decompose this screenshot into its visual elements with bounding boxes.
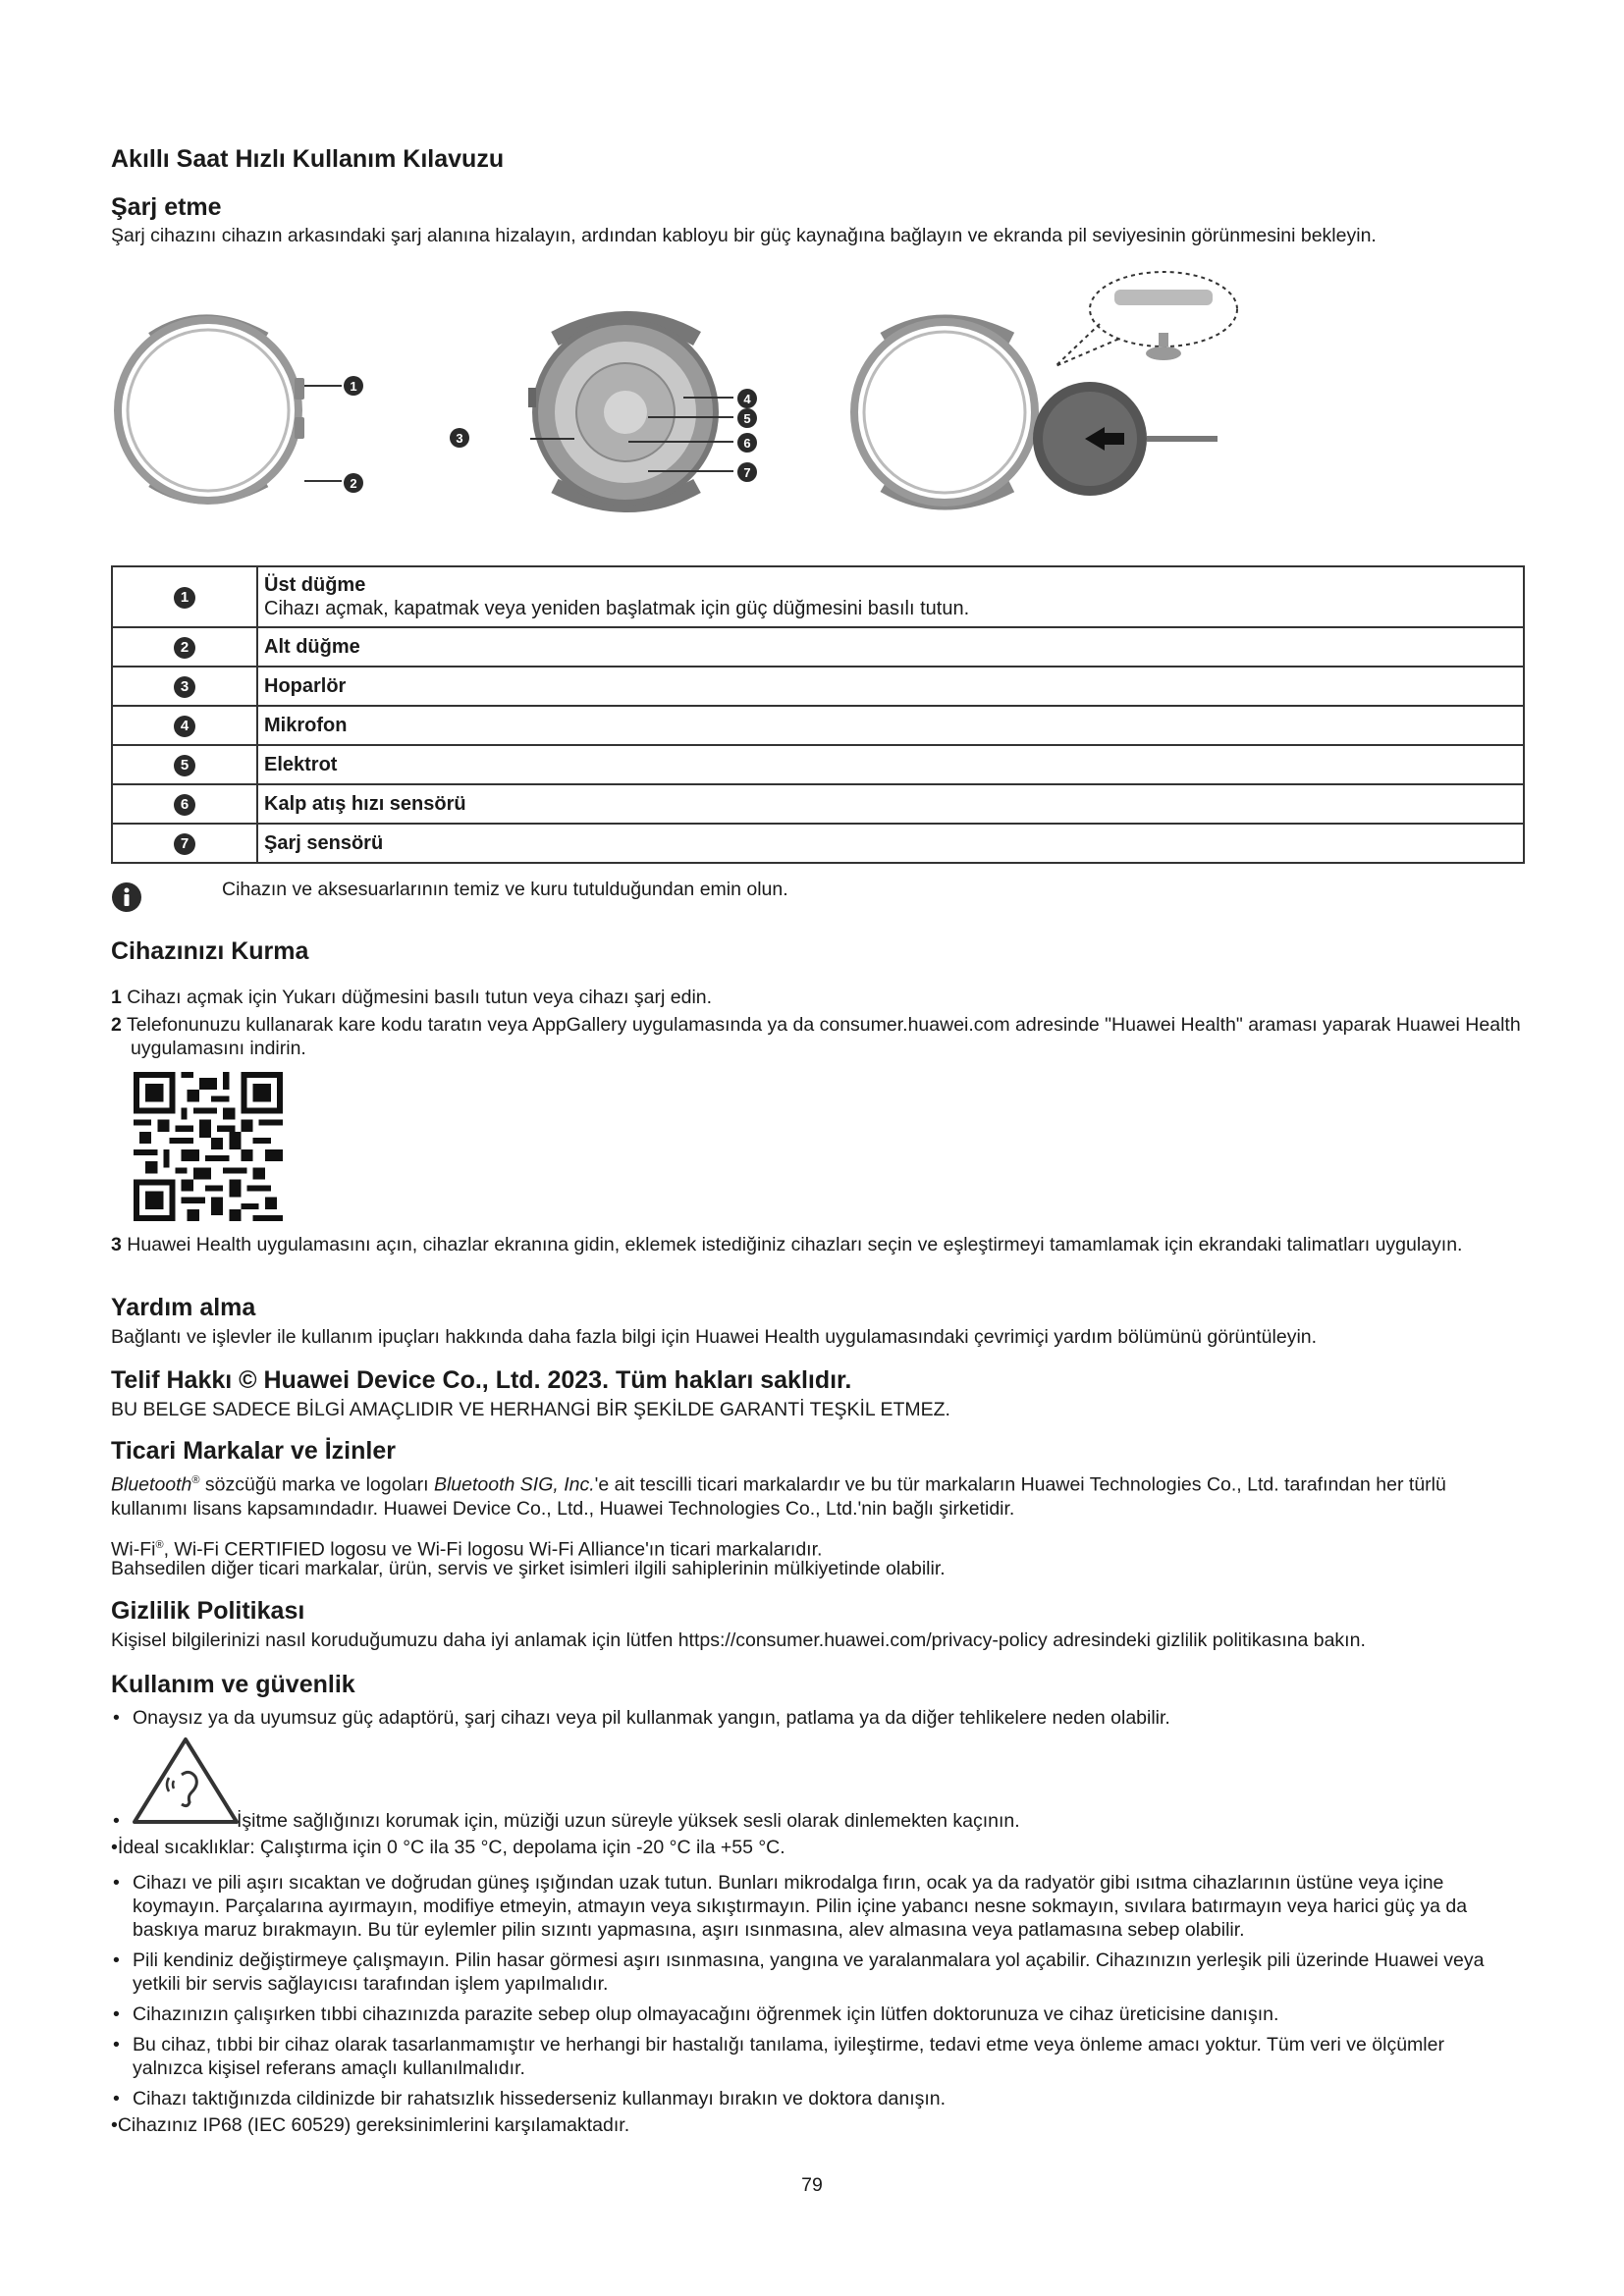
list-item: • Cihazınızın çalışırken tıbbi cihazınızda parazite sebep olup olmayacağını öğrenmek için lütfen doktorunuza ve cihaz üreticisine danışın.: [111, 2002, 1515, 2026]
svg-text:5: 5: [743, 411, 751, 426]
trademarks-other: Bahsedilen diğer ticari markalar, ürün, servis ve şirket isimleri ilgili sahiplerinin mülkiyetinde olabilir.: [111, 1558, 946, 1579]
svg-text:7: 7: [743, 465, 751, 480]
safety-heading: Kullanım ve güvenlik: [111, 1671, 355, 1698]
setup-step-2: [111, 1013, 1544, 1060]
callout-number: 1: [174, 587, 195, 609]
callout-number: 3: [174, 676, 195, 698]
hearing-warning-icon: [131, 1735, 241, 1826]
svg-text:1: 1: [350, 379, 357, 394]
temperature-text: •İdeal sıcaklıklar: Çalıştırma için 0 °C ila 35 °C, depolama için -20 °C ila +55 °C.: [111, 1837, 785, 1858]
step-number: 3: [111, 1234, 122, 1255]
info-icon: [111, 881, 142, 913]
part-name: Mikrofon: [257, 706, 1524, 745]
charging-text: Şarj cihazını cihazın arkasındaki şarj alanına hizalayın, ardından kabloyu bir güç kaynağına bağlayın ve ekranda pil seviyesinin görünmesini bekleyin.: [111, 225, 1377, 246]
hearing-text: İşitme sağlığınızı korumak için, müziği uzun süreyle yüksek sesli olarak dinlemekten kaçının.: [237, 1810, 1020, 1832]
setup-heading: Cihazınızı Kurma: [111, 937, 309, 965]
svg-text:4: 4: [743, 392, 751, 406]
setup-step-3: [111, 1233, 1544, 1256]
trademarks-bluetooth: Bluetooth® sözcüğü marka ve logoları Bluetooth SIG, Inc.'e ait tescilli ticari markalardır ve bu tür markaların Huawei Technologies Co., Ltd. tarafından her türlü kullanımı lisans kapsamındadır. Huawei Device Co., Ltd., Huawei Technologies Co., Ltd.'nin bağlı şirketidir.: [111, 1473, 1446, 1520]
parts-table: [111, 565, 1525, 864]
step-number: 1: [111, 987, 122, 1008]
svg-text:2: 2: [350, 476, 357, 491]
part-name: Şarj sensörü: [257, 824, 1524, 863]
safety-bullet-list: [111, 1871, 1515, 2137]
callout-number: 6: [174, 794, 195, 816]
table-row: [112, 784, 1524, 824]
copyright-heading: Telif Hakkı © Huawei Device Co., Ltd. 2023. Tüm hakları saklıdır.: [111, 1366, 852, 1394]
charging-heading: Şarj etme: [111, 193, 222, 221]
info-note: Cihazın ve aksesuarlarının temiz ve kuru tutulduğundan emin olun.: [222, 879, 788, 900]
step-text: Telefonunuzu kullanarak kare kodu taratın veya AppGallery uygulamasında ya da consumer.huawei.com adresinde "Huawei Health" araması yaparak Huawei Health uygulamasını indirin.: [126, 1014, 1521, 1059]
callout-6-marker: [737, 433, 757, 453]
callout-number: 7: [174, 833, 195, 855]
list-item: • Pili kendiniz değiştirmeye çalışmayın. Pilin hasar görmesi aşırı ısınmasına, yangına ve yaralanmalara yol açabilir. Cihazınızın yerleşik pili üzerinde Huawei veya yetkili bir servis sağlayıcısı tarafından işlem yapılmalıdır.: [111, 1949, 1515, 1996]
svg-text:3: 3: [456, 431, 463, 446]
watch-charging-illustration: [854, 272, 1237, 504]
table-row: [112, 667, 1524, 706]
part-description: Cihazı açmak, kapatmak veya yeniden başlatmak için güç düğmesini basılı tutun.: [264, 598, 970, 619]
callout-number: 2: [174, 637, 195, 659]
copyright-text: BU BELGE SADECE BİLGİ AMAÇLIDIR VE HERHANGİ BİR ŞEKİLDE GARANTİ TEŞKİL ETMEZ.: [111, 1399, 950, 1420]
part-name: Elektrot: [257, 745, 1524, 784]
setup-step-1: [111, 986, 1544, 1009]
callout-5-marker: [737, 408, 757, 428]
bullet-marker: •: [113, 1810, 120, 1832]
part-name: Hoparlör: [257, 667, 1524, 706]
callout-1-marker: [344, 376, 363, 396]
watch-illustrations: [98, 250, 1257, 555]
help-text: Bağlantı ve işlevler ile kullanım ipuçları hakkında daha fazla bilgi için Huawei Health uygulamasındaki çevrimiçi yardım bölümünü görüntüleyin.: [111, 1326, 1318, 1348]
step-number: 2: [111, 1014, 122, 1036]
qr-code: [134, 1072, 283, 1221]
callout-2-marker: [344, 473, 363, 493]
page-number: 79: [801, 2174, 823, 2196]
privacy-heading: Gizlilik Politikası: [111, 1597, 305, 1625]
callout-3-marker: [450, 428, 469, 448]
help-heading: Yardım alma: [111, 1294, 256, 1321]
list-item: • Bu cihaz, tıbbi bir cihaz olarak tasarlanmamıştır ve herhangi bir hastalığı tanılama, iyileştirme, tedavi etme veya önleme amacı yoktur. Tüm veri ve ölçümler yalnızca kişisel referans amaçlı kullanılmalıdır.: [111, 2033, 1515, 2080]
step-text: Cihazı açmak için Yukarı düğmesini basılı tutun veya cihazı şarj edin.: [127, 987, 713, 1008]
watch-front-illustration: [118, 320, 342, 501]
ip-rating-text: •Cihazınız IP68 (IEC 60529) gereksinimlerini karşılamaktadır.: [111, 2114, 630, 2136]
doc-title: Akıllı Saat Hızlı Kullanım Kılavuzu: [111, 145, 505, 173]
callout-number: 4: [174, 716, 195, 737]
part-name-cell: [257, 566, 1524, 627]
part-name: Kalp atış hızı sensörü: [257, 784, 1524, 824]
watch-back-illustration: [528, 319, 733, 505]
step-text: Huawei Health uygulamasını açın, cihazlar ekranına gidin, eklemek istediğiniz cihazları seçin ve eşleştirmeyi tamamlamak için ekrandaki talimatları uygulayın.: [127, 1234, 1463, 1255]
callout-7-marker: [737, 462, 757, 482]
safety-bullet: • Onaysız ya da uyumsuz güç adaptörü, şarj cihazı veya pil kullanmak yangın, patlama ya da diğer tehlikelere neden olabilir.: [111, 1706, 1527, 1730]
table-row: [112, 566, 1524, 627]
list-item: • Cihazı taktığınızda cildinizde bir rahatsızlık hissederseniz kullanmayı bırakın ve doktora danışın.: [111, 2087, 1515, 2110]
table-row: [112, 627, 1524, 667]
svg-text:6: 6: [743, 436, 751, 451]
part-name: Alt düğme: [257, 627, 1524, 667]
part-name: Üst düğme: [264, 574, 366, 596]
table-row: [112, 745, 1524, 784]
callout-number: 5: [174, 755, 195, 776]
table-row: [112, 706, 1524, 745]
table-row: [112, 824, 1524, 863]
callout-4-marker: [737, 389, 757, 408]
part-number-cell: [112, 566, 257, 627]
privacy-text: Kişisel bilgilerinizi nasıl koruduğumuzu daha iyi anlamak için lütfen https://consumer.huawei.com/privacy-policy adresindeki gizlilik politikasına bakın.: [111, 1629, 1366, 1651]
trademarks-heading: Ticari Markalar ve İzinler: [111, 1437, 396, 1465]
list-item: • Cihazı ve pili aşırı sıcaktan ve doğrudan güneş ışığından uzak tutun. Bunları mikrodalga fırın, ocak ya da radyatör gibi ısıtma cihazlarının üstüne veya içine koymayın. Parçalarına ayırmayın, modifiye etmeyin, atmayın veya sıkıştırmayın. Pilin içine yabancı nesne sokmayın, sıvılara batırmayın veya harici güç ya da baskıya maruz bırakmayın. Bu tür eylemler pilin sızıntı yapmasına, aşırı ısınmasına, alev almasına veya patlamasına sebep olabilir.: [111, 1871, 1515, 1942]
trademarks-wifi: Wi-Fi®, Wi-Fi CERTIFIED logosu ve Wi-Fi logosu Wi-Fi Alliance'ın ticari markalarıdır.: [111, 1538, 823, 1561]
